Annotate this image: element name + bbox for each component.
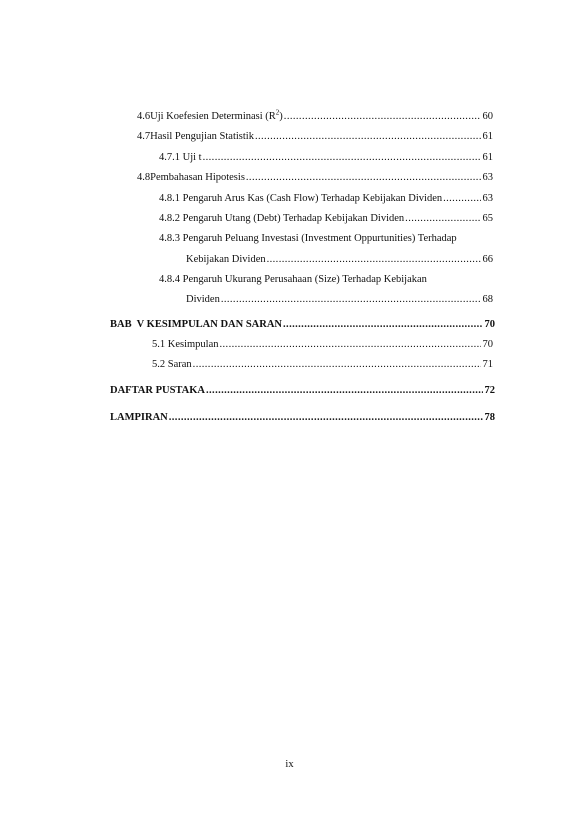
toc-entry-number: 4.6	[137, 111, 151, 122]
toc-entry-4-6	[137, 110, 493, 123]
toc-entry-4-8	[137, 171, 493, 184]
toc-entry-page: 65	[482, 213, 493, 224]
toc-entry-page: 71	[482, 359, 493, 370]
dot-leader	[220, 338, 482, 351]
toc-chapter-title: LAMPIRAN	[110, 412, 168, 423]
toc-entry-page: 66	[482, 254, 493, 265]
dot-leader	[284, 110, 481, 123]
toc-entry-title: Uji Koefesien Determinasi $(R^2)$	[150, 108, 283, 122]
toc-chapter-page: 72	[484, 385, 495, 396]
toc-entry-4-7-1	[159, 151, 493, 164]
toc-entry-5-1	[152, 338, 493, 351]
dot-leader	[283, 318, 483, 331]
dot-leader	[267, 253, 481, 266]
toc-chapter-bab-v	[110, 318, 495, 331]
dot-leader	[206, 384, 483, 397]
dot-leader	[169, 411, 483, 424]
toc-entry-page: 61	[482, 152, 493, 163]
toc-entry-title: 4.8.2 Pengaruh Utang (Debt) Terhadap Kebijakan Dividen	[159, 213, 405, 224]
toc-chapter-daftar-pustaka	[110, 384, 495, 397]
dot-leader	[203, 151, 481, 164]
toc-entry-4-8-2	[159, 212, 493, 225]
toc-entry-4-8-1	[159, 192, 493, 205]
toc-entry-4-8-4-line1: 4.8.4 Pengaruh Ukurang Perusahaan (Size) Terhadap Kebijakan	[159, 274, 427, 285]
toc-chapter-page: 70	[484, 319, 495, 330]
superscript: 2	[275, 108, 280, 117]
dot-leader	[246, 171, 481, 184]
toc-entry-4-8-4	[186, 293, 493, 306]
toc-chapter-title: DAFTAR PUSTAKA	[110, 385, 205, 396]
dot-leader	[221, 293, 481, 306]
toc-entry-number: 4.8	[137, 172, 151, 183]
dot-leader	[405, 212, 481, 225]
toc-entry-page: 61	[482, 131, 493, 142]
toc-entry-title: Dividen	[186, 294, 220, 305]
toc-entry-page: 63	[482, 172, 493, 183]
toc-chapter-page: 78	[484, 412, 495, 423]
toc-entry-page: 63	[482, 193, 493, 204]
toc-entry-page: 70	[482, 339, 493, 350]
toc-entry-4-8-3	[186, 253, 493, 266]
toc-entry-title: Pembahasan Hipotesis	[150, 172, 245, 183]
toc-entry-title: 4.8.1 Pengaruh Arus Kas (Cash Flow) Terhadap Kebijakan Dividen	[159, 193, 443, 204]
toc-entry-title: 5.1 Kesimpulan	[152, 339, 219, 350]
toc-chapter-title: BAB V KESIMPULAN DAN SARAN	[110, 319, 283, 330]
dot-leader	[443, 192, 481, 205]
dot-leader	[193, 358, 481, 371]
dot-leader	[255, 130, 481, 143]
toc-entry-page: 68	[482, 294, 493, 305]
toc-entry-5-2	[152, 358, 493, 371]
toc-entry-page: 60	[482, 111, 493, 122]
toc-entry-title: 4.7.1 Uji t	[159, 152, 202, 163]
toc-entry-title: Hasil Pengujian Statistik	[150, 131, 254, 142]
toc-entry-title: Kebijakan Dividen	[186, 254, 266, 265]
toc-chapter-lampiran	[110, 411, 495, 424]
toc-entry-number: 4.7	[137, 131, 151, 142]
toc-entry-4-7	[137, 130, 493, 143]
toc-entry-4-8-3-line1: 4.8.3 Pengaruh Peluang Investasi (Investment Oppurtunities) Terhadap	[159, 233, 457, 244]
toc-entry-title: 5.2 Saran	[152, 359, 192, 370]
page-number: ix	[285, 759, 294, 770]
